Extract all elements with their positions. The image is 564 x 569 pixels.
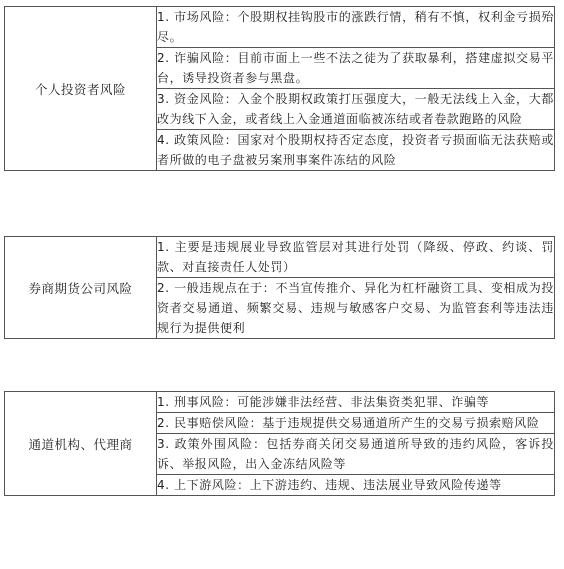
category-cell: 个人投资者风险: [5, 7, 157, 171]
table-row: [5, 237, 555, 278]
risk-item: 4. 政策风险：国家对个股期权持否定态度，投资者亏损面临无法获赔或者所做的电子盘被另案刑事案件冻结的风险: [157, 130, 555, 171]
risk-item: 3. 资金风险：入金个股期权政策打压强度大，一般无法线上入金，大都改为线下入金，或者线上入金通道面临被冻结或者卷款跑路的风险: [157, 89, 555, 130]
risk-item: 1. 刑事风险：可能涉嫌非法经营、非法集资类犯罪、诈骗等: [157, 392, 555, 413]
table-row: [5, 7, 555, 48]
risk-item: 4. 上下游风险：上下游违约、违规、违法展业导致风险传递等: [157, 475, 555, 496]
risk-item: 2. 诈骗风险：目前市面上一些不法之徒为了获取暴利，搭建虚拟交易平台，诱导投资者参与黑盘。: [157, 48, 555, 89]
category-cell: 券商期货公司风险: [5, 237, 157, 339]
individual-investor-risk-table: [4, 6, 555, 171]
table-row: [5, 392, 555, 413]
channel-agent-risk-table: [4, 391, 555, 496]
risk-item: 2. 民事赔偿风险：基于违规提供交易通道所产生的交易亏损索赔风险: [157, 413, 555, 434]
brokerage-futures-company-risk-table: [4, 236, 555, 339]
category-cell: 通道机构、代理商: [5, 392, 157, 496]
risk-item: 1. 市场风险：个股期权挂钩股市的涨跌行情，稍有不慎，权利金亏损殆尽。: [157, 7, 555, 48]
risk-item: 2. 一般违规点在于：不当宣传推介、异化为杠杆融资工具、变相成为投资者交易通道、频繁交易、违规与敏感客户交易、为监管套利等违法违规行为提供便利: [157, 278, 555, 339]
risk-item: 3. 政策外围风险：包括券商关闭交易通道所导致的违约风险，客诉投诉、举报风险，出入金冻结风险等: [157, 434, 555, 475]
risk-item: 1. 主要是违规展业导致监管层对其进行处罚（降级、停政、约谈、罚款、对直接责任人处罚）: [157, 237, 555, 278]
